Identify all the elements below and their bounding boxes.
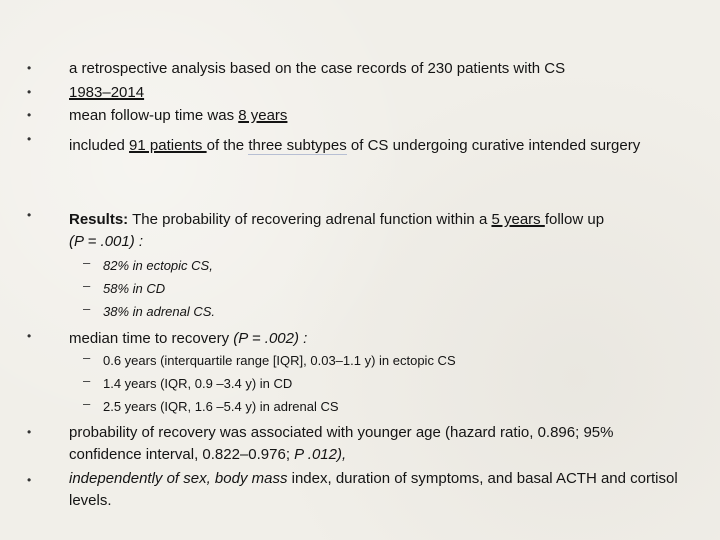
results-text-b: follow up — [544, 211, 605, 228]
bullet-marker: • — [27, 132, 32, 146]
probability-text — [69, 422, 684, 466]
sub-text: 1.4 years (IQR, 0.9 –3.4 y) in CD — [103, 376, 293, 391]
sub-text: 0.6 years (interquartile range [IQR], 0.03–1.1 y) in ectopic CS — [103, 353, 456, 368]
sub-text: 58% in CD — [103, 281, 166, 296]
included-rest: of CS undergoing curative intended surgery — [346, 137, 641, 154]
sub-text: 2.5 years (IQR, 1.6 –5.4 y) in adrenal CS — [103, 399, 339, 414]
bullet-marker: • — [27, 108, 32, 122]
bullet-text — [69, 105, 694, 127]
results-p-value: (P = .001) : — [69, 233, 144, 250]
independently-italic: independently of sex, body mass — [69, 470, 288, 487]
included-count: 91 patients — [129, 137, 207, 154]
included-text: included — [69, 137, 130, 154]
bullet-marker: • — [27, 425, 32, 439]
sub-text: 82% in ectopic CS, — [103, 258, 213, 273]
dash-marker: – — [83, 373, 91, 388]
bullet-text: a retrospective analysis based on the case records of 230 patients with CS — [69, 60, 566, 77]
results-text-a: The probability of recovering adrenal function within a — [128, 211, 492, 228]
dash-marker: – — [83, 396, 91, 411]
median-label: median time to recovery — [69, 330, 234, 347]
independently-text — [69, 468, 684, 512]
sub-text: 38% in adrenal CS. — [103, 304, 216, 319]
results-label: Results: — [69, 211, 129, 228]
results-years: 5 years — [491, 211, 545, 228]
included-mid: of the — [206, 137, 249, 154]
median-p-value: (P = .002) : — [233, 330, 308, 347]
results-text — [69, 209, 694, 253]
median-text — [69, 328, 694, 350]
dash-marker: – — [83, 350, 91, 365]
dash-marker: – — [83, 278, 91, 293]
probability-text-a: probability of recovery was associated with younger age (hazard ratio, 0.896; 95% confidence interval, 0.822–0.976; — [69, 424, 614, 463]
included-subtypes: three subtypes — [248, 137, 347, 154]
bullet-text — [69, 135, 659, 157]
independently-rest: index, duration of symptoms, and basal ACTH and cortisol levels. — [69, 470, 678, 509]
bullet-marker: • — [27, 61, 32, 75]
bullet-marker: • — [27, 473, 32, 487]
follow-up-text: mean follow-up time was — [69, 107, 239, 124]
dash-marker: – — [83, 255, 91, 270]
bullet-text: 1983–2014 — [69, 84, 145, 101]
bullet-marker: • — [27, 208, 32, 222]
dash-marker: – — [83, 301, 91, 316]
follow-up-years: 8 years — [238, 107, 288, 124]
probability-p-value: P .012), — [294, 446, 347, 463]
bullet-marker: • — [27, 329, 32, 343]
bullet-marker: • — [27, 85, 32, 99]
